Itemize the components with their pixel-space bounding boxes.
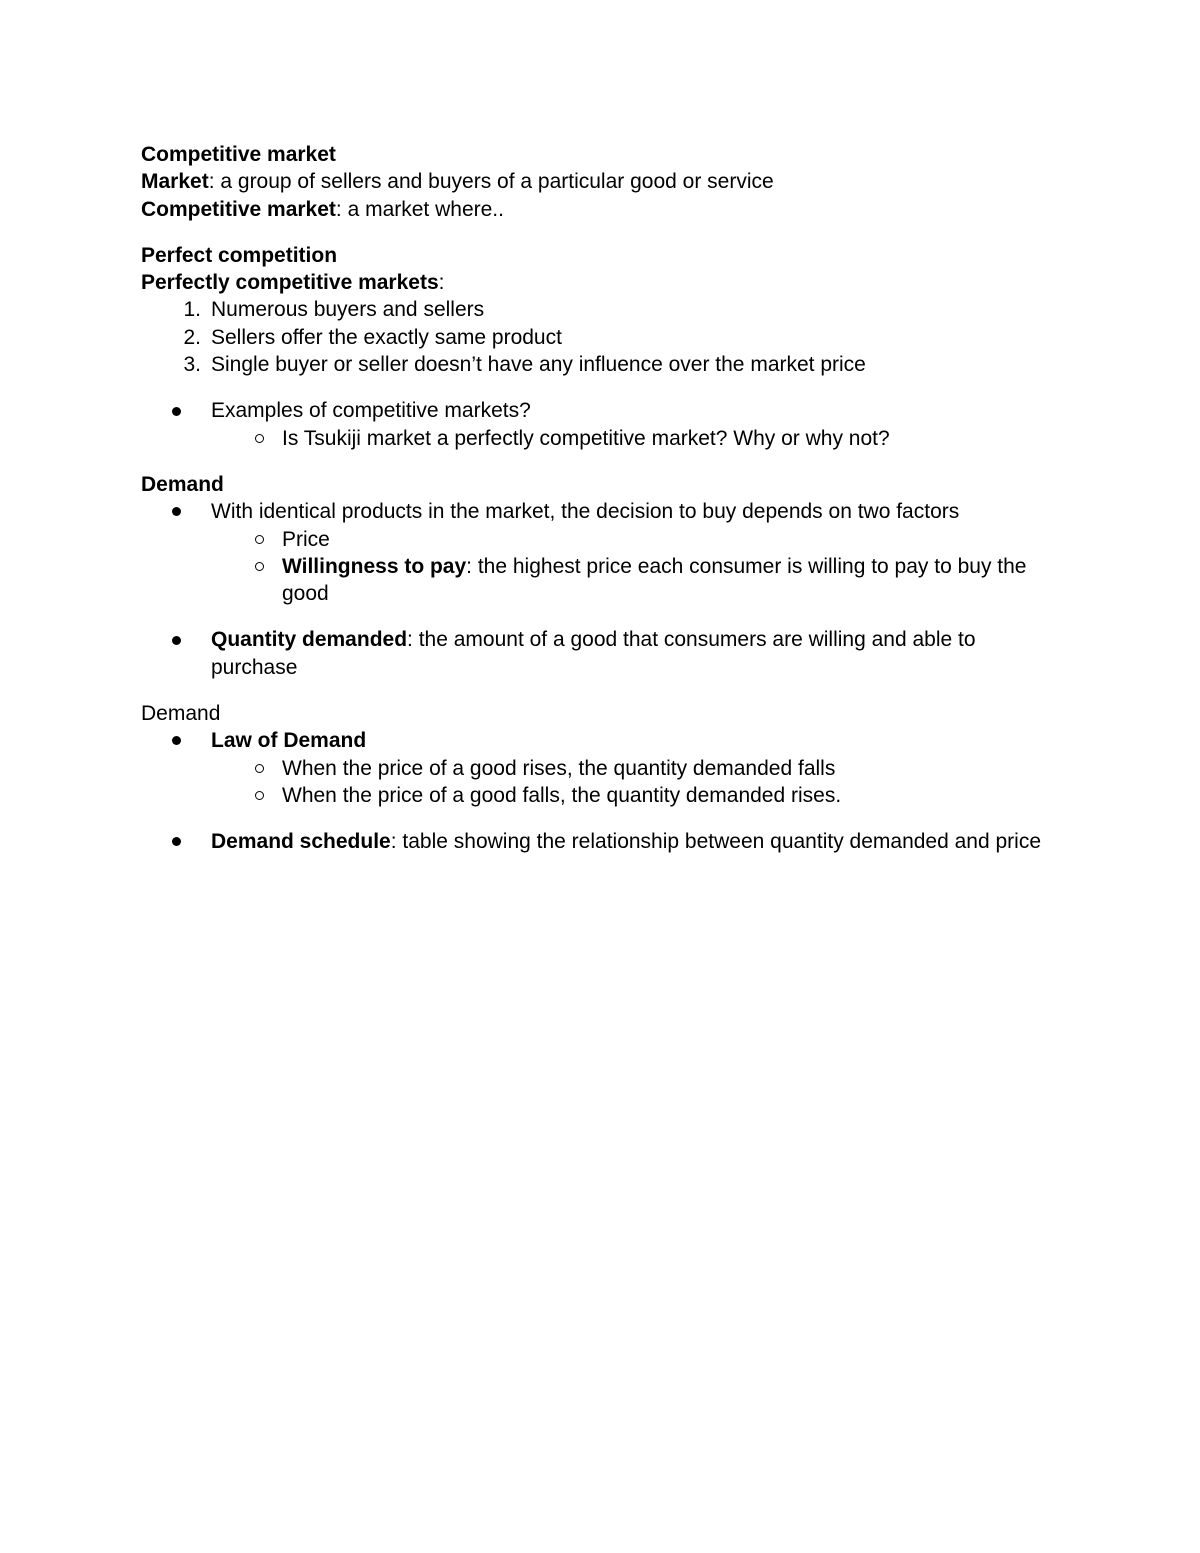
definition-text-willingness-to-pay: : the highest price each consumer is willing to pay to buy the good bbox=[282, 554, 1027, 606]
list-item-text: Price bbox=[282, 527, 330, 551]
definition-text-market: : a group of sellers and buyers of a particular good or service bbox=[208, 170, 774, 194]
bullet-circle-icon bbox=[246, 782, 272, 809]
spacer bbox=[141, 378, 1061, 397]
list-item-text: Single buyer or seller doesn’t have any influence over the market price bbox=[211, 353, 866, 377]
spacer bbox=[141, 452, 1061, 471]
list-item-text: Sellers offer the exactly same product bbox=[211, 325, 562, 349]
numbered-item-3 bbox=[141, 351, 1061, 378]
section-heading-demand: Demand bbox=[141, 472, 224, 496]
term-competitive-market: Competitive market bbox=[141, 197, 336, 221]
definition-text-demand-schedule: : table showing the relationship between quantity demanded and price bbox=[390, 830, 1042, 854]
bullet-item-demand-schedule bbox=[141, 828, 1051, 855]
list-number: 1. bbox=[183, 298, 201, 322]
term-market: Market bbox=[141, 170, 209, 194]
list-item-text: Law of Demand bbox=[211, 729, 367, 753]
definition-market bbox=[141, 168, 1061, 195]
list-item-text: When the price of a good rises, the quantity demanded falls bbox=[282, 756, 836, 780]
bullet-disc-icon bbox=[141, 397, 201, 424]
term-perfectly-competitive-markets: Perfectly competitive markets bbox=[141, 271, 439, 295]
sub-bullet-item-willingness-to-pay bbox=[141, 553, 1032, 608]
spacer bbox=[141, 607, 1061, 626]
numbered-item-2 bbox=[141, 324, 1061, 351]
subheading-perfectly-competitive-markets bbox=[141, 269, 1061, 296]
list-number: 3. bbox=[183, 353, 201, 377]
spacer bbox=[141, 681, 1061, 700]
term-willingness-to-pay: Willingness to pay bbox=[282, 554, 467, 578]
bullet-circle-icon bbox=[246, 526, 272, 553]
numbered-item-1 bbox=[141, 296, 1061, 323]
bullet-item-quantity-demanded bbox=[141, 626, 1051, 681]
section-heading-demand-2: Demand bbox=[141, 702, 221, 726]
document-page bbox=[141, 141, 1061, 856]
bullet-circle-icon bbox=[246, 425, 272, 452]
list-item-text: Is Tsukiji market a perfectly competitive market? Why or why not? bbox=[282, 426, 890, 450]
spacer bbox=[141, 809, 1061, 828]
sub-bullet-item-price bbox=[141, 526, 1061, 553]
sub-bullet-item-price-falls bbox=[141, 782, 1061, 809]
list-item-text: Numerous buyers and sellers bbox=[211, 298, 485, 322]
sub-bullet-item-tsukiji bbox=[141, 425, 1061, 452]
definition-text-competitive-market: : a market where.. bbox=[335, 197, 504, 221]
list-item-text: When the price of a good falls, the quantity demanded rises. bbox=[282, 783, 842, 807]
term-demand-schedule: Demand schedule bbox=[211, 830, 391, 854]
definition-text-quantity-demanded: : the amount of a good that consumers are willing and able to purchase bbox=[211, 628, 976, 679]
bullet-item-examples bbox=[141, 397, 1061, 424]
bullet-item-identical-products bbox=[141, 498, 1061, 525]
bullet-disc-icon bbox=[141, 498, 201, 525]
list-item-text: With identical products in the market, the decision to buy depends on two factors bbox=[211, 500, 960, 524]
spacer bbox=[141, 223, 1061, 242]
section-heading-competitive-market: Competitive market bbox=[141, 143, 336, 166]
colon: : bbox=[438, 271, 445, 295]
bullet-disc-icon bbox=[141, 626, 201, 653]
bullet-circle-icon bbox=[246, 553, 272, 580]
definition-competitive-market bbox=[141, 196, 1061, 223]
list-item-text: Examples of competitive markets? bbox=[211, 399, 531, 423]
bullet-disc-icon bbox=[141, 727, 201, 754]
section-heading-perfect-competition: Perfect competition bbox=[141, 243, 338, 267]
list-number: 2. bbox=[183, 325, 201, 349]
bullet-disc-icon bbox=[141, 828, 201, 855]
term-quantity-demanded: Quantity demanded bbox=[211, 628, 408, 652]
bullet-circle-icon bbox=[246, 755, 272, 782]
sub-bullet-item-price-rises bbox=[141, 755, 1061, 782]
bullet-item-law-of-demand bbox=[141, 727, 1061, 754]
